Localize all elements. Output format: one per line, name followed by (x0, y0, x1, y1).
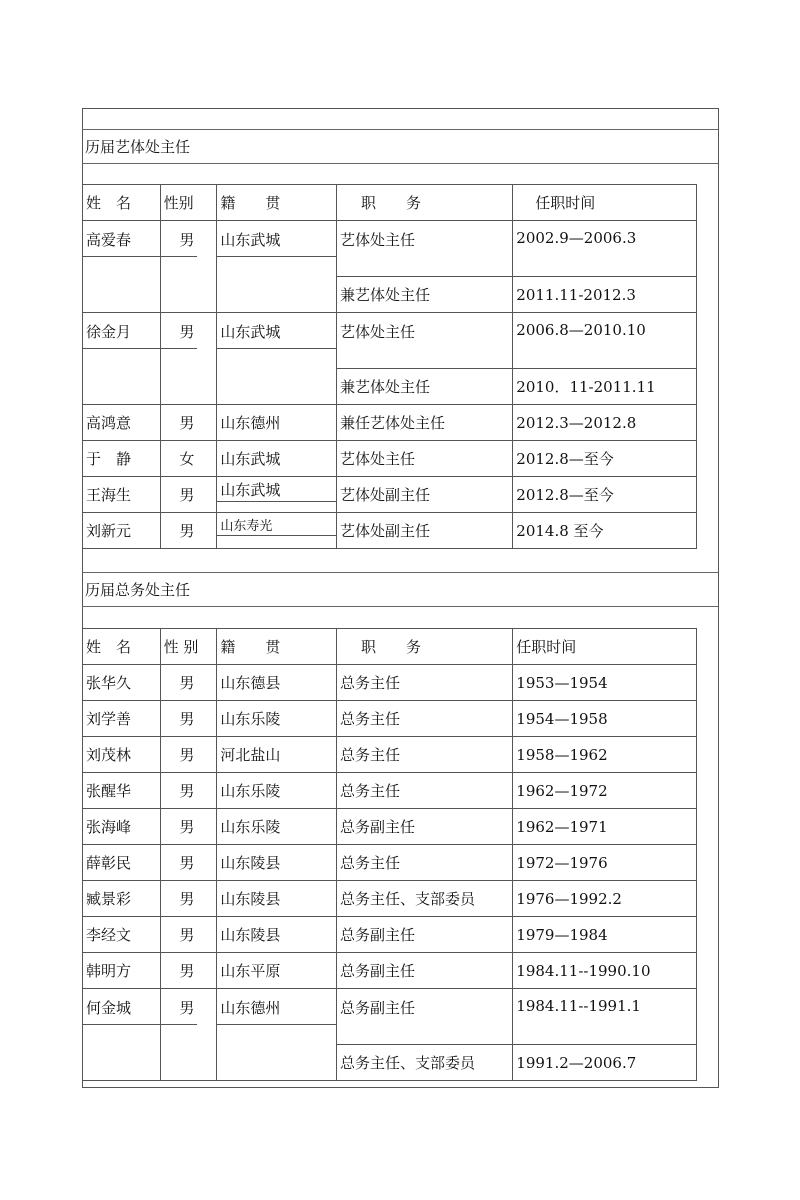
cell-time: 1976—1992.2 (513, 881, 697, 917)
cell-sex: 男 (160, 773, 217, 809)
section-title-general-affairs: 历届总务处主任 (85, 581, 191, 599)
cell-time: 1991.2—2006.7 (513, 1045, 697, 1081)
cell-time: 2012.8—至今 (513, 477, 697, 513)
cell-name: 王海生 (83, 477, 161, 513)
table-row (83, 221, 697, 277)
cell-duty: 总务副主任 (336, 809, 512, 845)
section-title-arts: 历届艺体处主任 (85, 138, 191, 156)
cell-name: 臧景彩 (83, 881, 161, 917)
cell-duty: 总务主任 (336, 665, 512, 701)
cell-hometown: 山东武城 (217, 229, 336, 257)
cell-time: 2012.8—至今 (513, 441, 697, 477)
cell-duty: 总务主任 (336, 845, 512, 881)
cell-time: 1984.11--1991.1 (513, 989, 697, 1045)
cell-time: 2012.3—2012.8 (513, 405, 697, 441)
cell-name: 薛彰民 (83, 845, 161, 881)
header-sex: 性别 (160, 185, 217, 221)
cell-name: 于 静 (83, 441, 161, 477)
table-row (83, 881, 697, 917)
cell-hometown: 山东陵县 (217, 917, 337, 953)
header-time: 任职时间 (513, 629, 697, 665)
cell-duty: 总务主任 (336, 701, 512, 737)
table-row (83, 917, 697, 953)
cell-sex: 男 (160, 953, 217, 989)
table-row (83, 441, 697, 477)
cell-sex: 男 (160, 881, 217, 917)
cell-hometown: 山东陵县 (217, 881, 337, 917)
cell-time: 2006.8—2010.10 (513, 313, 697, 369)
header-sex: 性 别 (160, 629, 217, 665)
divider (82, 606, 719, 607)
cell-time: 1962—1971 (513, 809, 697, 845)
header-duty: 职 务 (336, 185, 512, 221)
cell-duty: 总务主任 (336, 773, 512, 809)
header-name: 姓 名 (83, 629, 161, 665)
cell-sex: 女 (160, 441, 217, 477)
cell-time: 1962—1972 (513, 773, 697, 809)
table-row (83, 313, 697, 369)
table-row (83, 665, 697, 701)
cell-time: 1953—1954 (513, 665, 697, 701)
table-header-row (83, 185, 697, 221)
cell-sex: 男 (160, 405, 217, 441)
cell-duty: 总务副主任 (336, 989, 512, 1045)
cell-duty: 总务副主任 (336, 917, 512, 953)
cell-duty: 总务主任、支部委员 (336, 1045, 512, 1081)
arts-director-table (82, 184, 697, 549)
table-row (83, 989, 697, 1045)
cell-hometown: 山东德州 (217, 405, 337, 441)
cell-name: 李经文 (83, 917, 161, 953)
cell-hometown: 山东德县 (217, 665, 337, 701)
cell-duty: 艺体处主任 (336, 221, 512, 277)
header-time: 任职时间 (513, 185, 697, 221)
header-name: 姓 名 (83, 185, 161, 221)
cell-name: 张华久 (83, 665, 161, 701)
cell-name: 徐金月 (83, 321, 160, 349)
cell-hometown: 山东平原 (217, 953, 337, 989)
cell-name: 刘学善 (83, 701, 161, 737)
table-row (83, 701, 697, 737)
cell-sex: 男 (160, 809, 217, 845)
cell-time: 1984.11--1990.10 (513, 953, 697, 989)
cell-hometown: 山东乐陵 (217, 773, 337, 809)
cell-duty: 总务副主任 (336, 953, 512, 989)
general-affairs-director-table (82, 628, 697, 1081)
cell-name: 张醒华 (83, 773, 161, 809)
divider (82, 129, 719, 130)
cell-duty: 艺体处主任 (336, 313, 512, 369)
cell-time: 2011.11-2012.3 (513, 277, 697, 313)
table-row (83, 405, 697, 441)
cell-hometown: 山东德州 (217, 997, 336, 1025)
cell-hometown: 山东武城 (217, 479, 336, 502)
table-header-row (83, 629, 697, 665)
cell-hometown: 山东乐陵 (217, 701, 337, 737)
cell-duty: 总务主任 (336, 737, 512, 773)
divider (82, 572, 719, 573)
cell-duty: 艺体处副主任 (336, 477, 512, 513)
cell-name: 高鸿意 (83, 405, 161, 441)
cell-name: 刘茂林 (83, 737, 161, 773)
table-row (83, 845, 697, 881)
cell-name: 韩明方 (83, 953, 161, 989)
divider (82, 163, 719, 164)
cell-name: 何金城 (83, 997, 160, 1025)
header-duty: 职 务 (336, 629, 512, 665)
table-row (83, 809, 697, 845)
cell-time: 1972—1976 (513, 845, 697, 881)
header-hometown: 籍 贯 (217, 629, 337, 665)
cell-duty: 艺体处副主任 (336, 513, 512, 549)
cell-time: 1979—1984 (513, 917, 697, 953)
cell-time: 2014.8 至今 (513, 513, 697, 549)
cell-sex: 男 (160, 845, 217, 881)
cell-sex: 男 (161, 997, 198, 1025)
cell-name: 高爱春 (83, 229, 160, 257)
cell-sex: 男 (161, 229, 198, 257)
cell-name: 刘新元 (83, 513, 161, 549)
cell-hometown: 山东乐陵 (217, 809, 337, 845)
table-row (83, 477, 697, 513)
table-row (83, 513, 697, 549)
cell-sex: 男 (160, 477, 217, 513)
cell-duty: 总务主任、支部委员 (336, 881, 512, 917)
cell-time: 2002.9—2006.3 (513, 221, 697, 277)
table-row (83, 737, 697, 773)
cell-duty: 兼艺体处主任 (336, 369, 512, 405)
cell-hometown: 山东武城 (217, 321, 336, 349)
cell-hometown: 山东陵县 (217, 845, 337, 881)
header-hometown: 籍 贯 (217, 185, 337, 221)
cell-sex: 男 (160, 917, 217, 953)
cell-sex: 男 (161, 321, 198, 349)
table-row (83, 953, 697, 989)
cell-time: 1954—1958 (513, 701, 697, 737)
cell-duty: 艺体处主任 (336, 441, 512, 477)
cell-name: 张海峰 (83, 809, 161, 845)
cell-time: 1958—1962 (513, 737, 697, 773)
cell-hometown: 山东武城 (217, 441, 337, 477)
table-row (83, 773, 697, 809)
cell-sex: 男 (160, 665, 217, 701)
cell-sex: 男 (160, 737, 217, 773)
cell-hometown: 山东寿光 (217, 515, 336, 536)
cell-duty: 兼艺体处主任 (336, 277, 512, 313)
cell-duty: 兼任艺体处主任 (336, 405, 512, 441)
cell-sex: 男 (160, 513, 217, 549)
cell-time: 2010．11-2011.11 (513, 369, 697, 405)
cell-sex: 男 (160, 701, 217, 737)
cell-hometown: 河北盐山 (217, 737, 337, 773)
